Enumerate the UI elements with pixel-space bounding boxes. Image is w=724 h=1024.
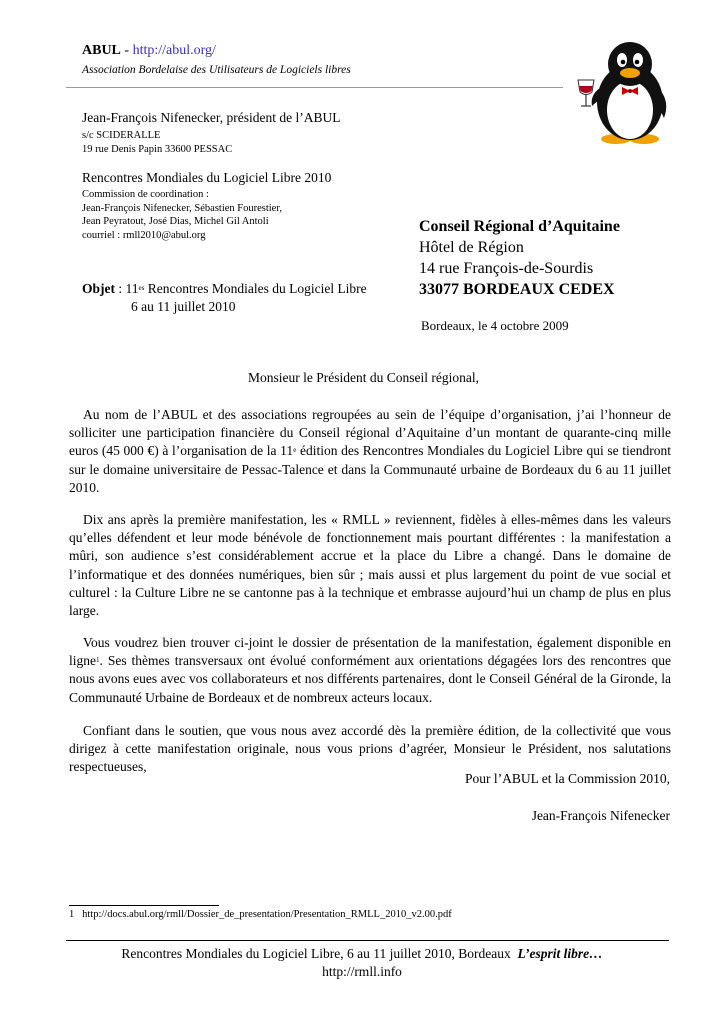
footnote-ref[interactable]: 1 (96, 656, 100, 665)
sender-block (82, 110, 341, 156)
subject-number: 11 (125, 281, 139, 296)
footer-url-link[interactable]: http://rmll.info (322, 964, 402, 979)
signature-closing: Pour l’ABUL et la Commission 2010, (465, 771, 670, 786)
body-paragraph-3: Vous voudrez bien trouver ci-joint le dossier de présentation de la manifestation, également disponible en ligne$^1$. Ses thèmes transversaux ont évolué conformément aux orientations dégagées lors des rencontres que nous avons eues avec vos collaborateurs et nos différents partenaires, dont le Conseil Général de la Gironde, la Communauté Urbaine de Bordeaux et de nombreux acteurs locaux. (69, 635, 671, 705)
footnote-divider (69, 905, 219, 906)
org-name: ABUL (82, 43, 121, 58)
subject-text: Rencontres Mondiales du Logiciel Libre (144, 281, 367, 296)
footer-divider (66, 940, 669, 941)
recipient-street: 14 rue François-de-Sourdis (419, 260, 594, 277)
commission-block (82, 170, 331, 242)
sender-care-of: s/c SCIDERALLE (82, 130, 161, 141)
body-paragraph-2: Dix ans après la première manifestation, les « RMLL » reviennent, fidèles à elles-mêmes dans les valeurs qu’elles défendent et leur mode bénévole de fonctionnement mais pourtant différentes : la manifestation a mûri, son audience s’est considérablement accrue et la place du Libre a changé. Dans le domaine de l’informatique et des données numériques, bien sûr ; mais aussi et plus largement du point de vue social et culturel : la Culture Libre ne se cantonne pas à la technique et embrasse aujourd’hui un champ de plus en plus large. (69, 512, 671, 619)
subject-dates: 6 au 11 juillet 2010 (131, 299, 236, 314)
footnote-link[interactable]: http://docs.abul.org/rmll/Dossier_de_presentation/Presentation_RMLL_2010_v2.00.pdf (82, 909, 452, 920)
commission-title: Rencontres Mondiales du Logiciel Libre 2010 (82, 170, 332, 185)
body-paragraph-4: Confiant dans le soutien, que vous nous avez accordé dès la première édition, de la collectivité que vous dirigez à cette manifestation originale, nous vous prions d’agréer, Monsieur le Président, nos salutations respectueuses, (69, 723, 671, 775)
letterhead-title: ABUL - http://abul.org/ (82, 43, 216, 58)
org-url-link[interactable]: http://abul.org/ (132, 43, 216, 58)
commission-label: Commission de coordination : (82, 189, 209, 200)
commission-members-1: Jean-François Nifenecker, Sébastien Fourestier, (82, 202, 283, 214)
recipient-city: 33077 BORDEAUX CEDEX (419, 281, 615, 298)
sender-address: 19 rue Denis Papin 33600 PESSAC (82, 143, 233, 155)
penguin-logo-icon (572, 40, 672, 145)
salutation: Monsieur le Président du Conseil régional, (248, 370, 479, 385)
signature-name: Jean-François Nifenecker (531, 808, 670, 823)
footnote-number: 1 (69, 909, 75, 920)
letter-date: Bordeaux, le 4 octobre 2009 (421, 318, 569, 333)
subject-block: Objet : $11^{es}$ Rencontres Mondiales du Logiciel Libre 6 au 11 juillet 2010 (82, 281, 367, 314)
recipient-name: Conseil Régional d’Aquitaine (419, 218, 620, 235)
recipient-building: Hôtel de Région (419, 239, 524, 256)
body-paragraph-1: Au nom de l’ABUL et des associations regroupées au sein de l’équipe d’organisation, j’ai l’honneur de solliciter une participation financière du Conseil régional d’Aquitaine d’un montant de quarante-cinq mille euros (45 000 €) à l’organisation de la 11e édition des Rencontres Mondiales du Logiciel Libre qui se tiendront sur le domaine universitaire de Pessac-Talence et dans la Communauté urbaine de Bordeaux du 6 au 11 juillet 2010. (69, 407, 671, 495)
recipient-address (419, 216, 620, 300)
footer-tagline: L’esprit libre… (517, 946, 603, 961)
org-subtitle: Association Bordelaise des Utilisateurs de Logiciels libres (82, 64, 351, 76)
commission-members-2: Jean Peyratout, José Dias, Michel Gil Antoli (82, 216, 269, 227)
footnote (69, 909, 452, 920)
header-divider (66, 87, 563, 88)
commission-email: courriel : rmll2010@abul.org (82, 229, 206, 241)
sender-name: Jean-François Nifenecker, président de l’ABUL (82, 110, 341, 125)
subject-label: Objet (82, 281, 115, 296)
footer-event-line: Rencontres Mondiales du Logiciel Libre, 6 au 11 juillet 2010, Bordeaux L’esprit libre… (121, 946, 603, 961)
